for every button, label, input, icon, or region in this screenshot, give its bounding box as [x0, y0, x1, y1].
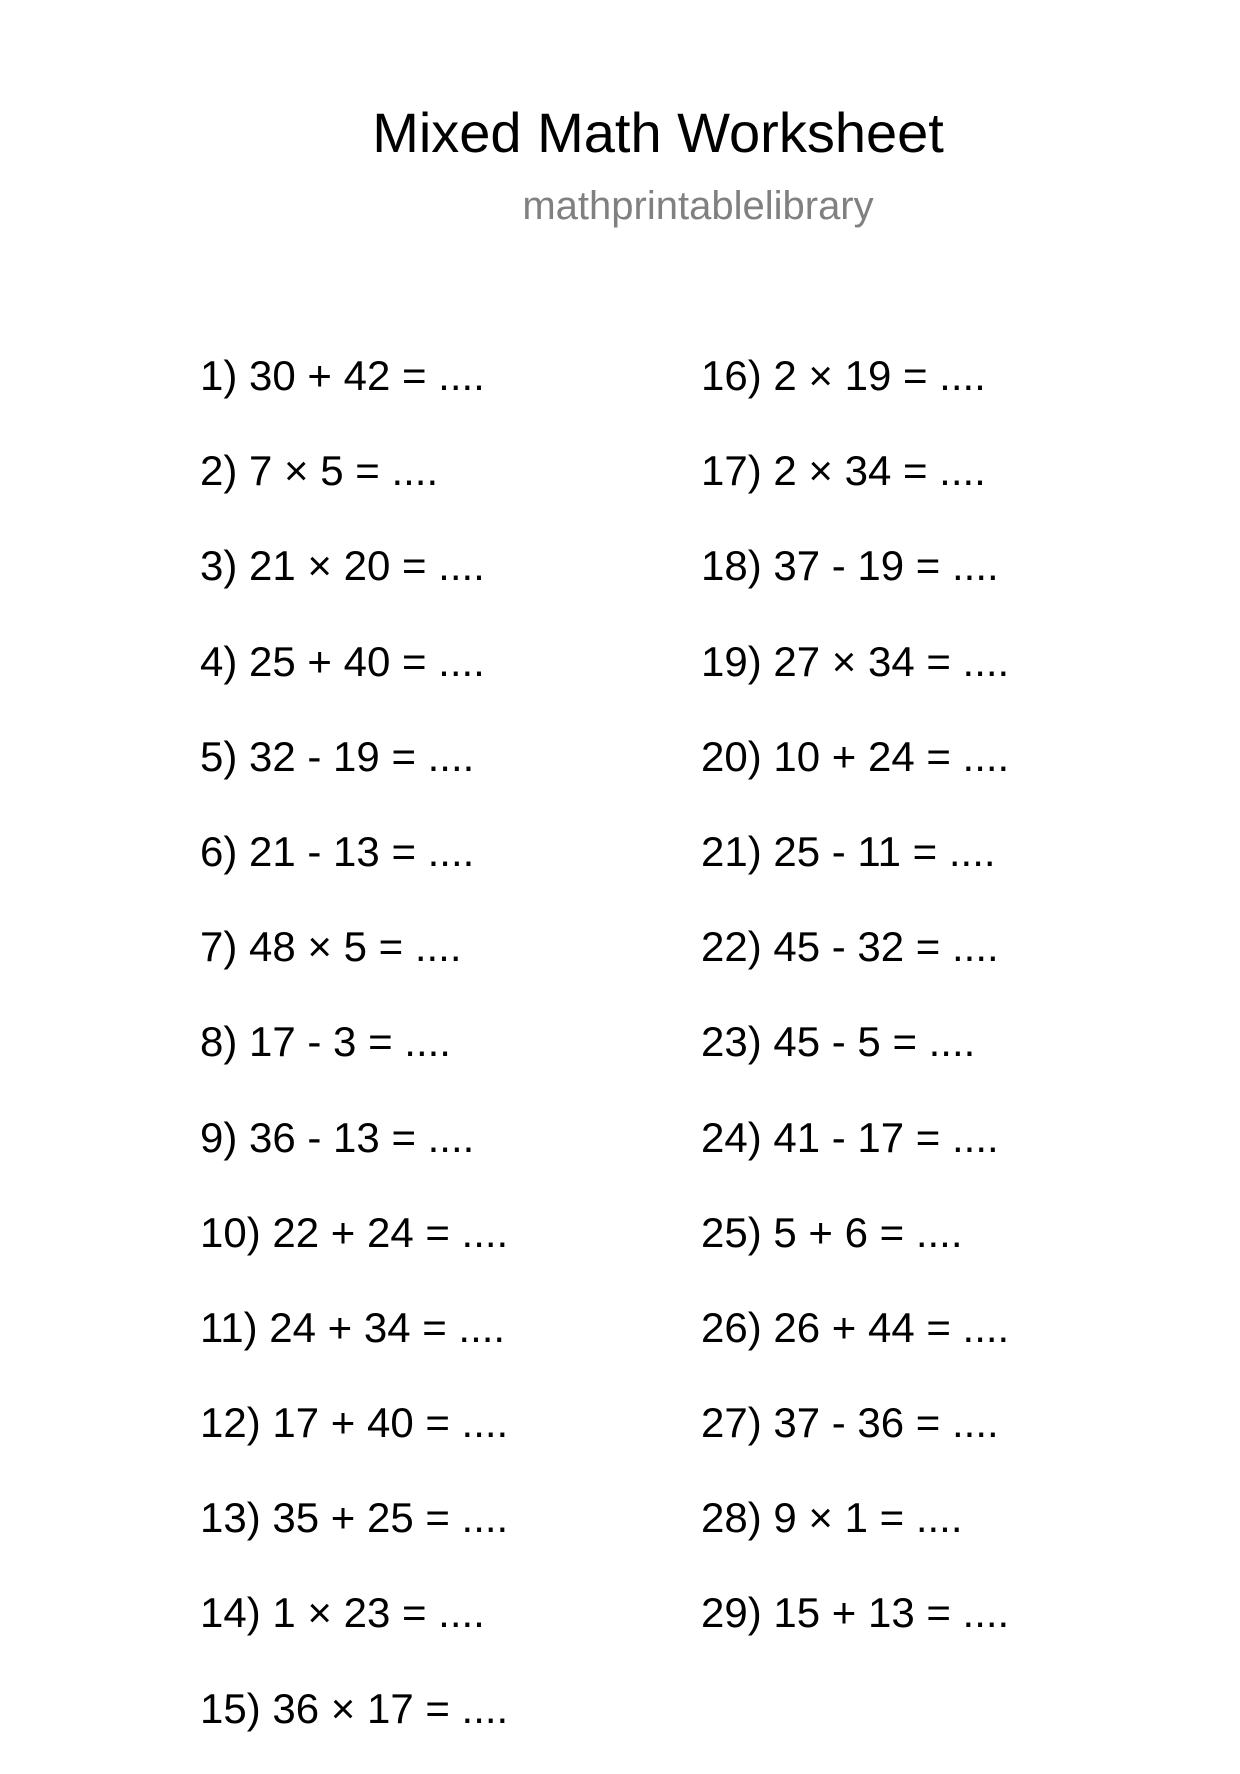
problem-item: 11) 24 + 34 = ....	[200, 1303, 506, 1351]
problem-item: 29) 15 + 13 = ....	[701, 1589, 1010, 1637]
problem-item: 3) 21 × 20 = ....	[200, 542, 485, 590]
problem-item: 4) 25 + 40 = ....	[200, 637, 485, 685]
problem-item: 1) 30 + 42 = ....	[200, 352, 485, 399]
problem-item: 5) 32 - 19 = ....	[200, 732, 475, 780]
problem-item: 8) 17 - 3 = ....	[200, 1018, 451, 1066]
problem-item: 20) 10 + 24 = ....	[701, 732, 1010, 780]
problem-item: 10) 22 + 24 = ....	[200, 1208, 509, 1256]
problem-item: 9) 36 - 13 = ....	[200, 1113, 475, 1161]
problem-item: 21) 25 - 11 = ....	[701, 827, 996, 875]
problem-item: 25) 5 + 6 = ....	[701, 1208, 963, 1256]
problem-item: 24) 41 - 17 = ....	[701, 1113, 999, 1161]
worksheet-title: Mixed Math Worksheet	[372, 101, 944, 164]
problem-item: 22) 45 - 32 = ....	[701, 923, 999, 971]
problem-item: 2) 7 × 5 = ....	[200, 447, 439, 495]
problem-item: 17) 2 × 34 = ....	[701, 447, 986, 495]
problem-item: 19) 27 × 34 = ....	[701, 637, 1010, 685]
problem-item: 16) 2 × 19 = ....	[701, 352, 986, 399]
problem-item: 28) 9 × 1 = ....	[701, 1494, 963, 1542]
problem-item: 15) 36 × 17 = ....	[200, 1684, 509, 1732]
worksheet-source: mathprintablelibrary	[522, 184, 874, 228]
problem-item: 27) 37 - 36 = ....	[701, 1399, 999, 1447]
problem-item: 23) 45 - 5 = ....	[701, 1018, 976, 1066]
problem-item: 18) 37 - 19 = ....	[701, 542, 999, 590]
problem-list-right	[701, 346, 1009, 1679]
problem-item: 13) 35 + 25 = ....	[200, 1494, 509, 1542]
problem-item: 12) 17 + 40 = ....	[200, 1399, 509, 1447]
problem-item: 26) 26 + 44 = ....	[701, 1303, 1010, 1351]
problem-list-left	[200, 346, 508, 1774]
problem-item: 14) 1 × 23 = ....	[200, 1589, 485, 1637]
problem-item: 7) 48 × 5 = ....	[200, 923, 462, 971]
problem-item: 6) 21 - 13 = ....	[200, 827, 475, 875]
